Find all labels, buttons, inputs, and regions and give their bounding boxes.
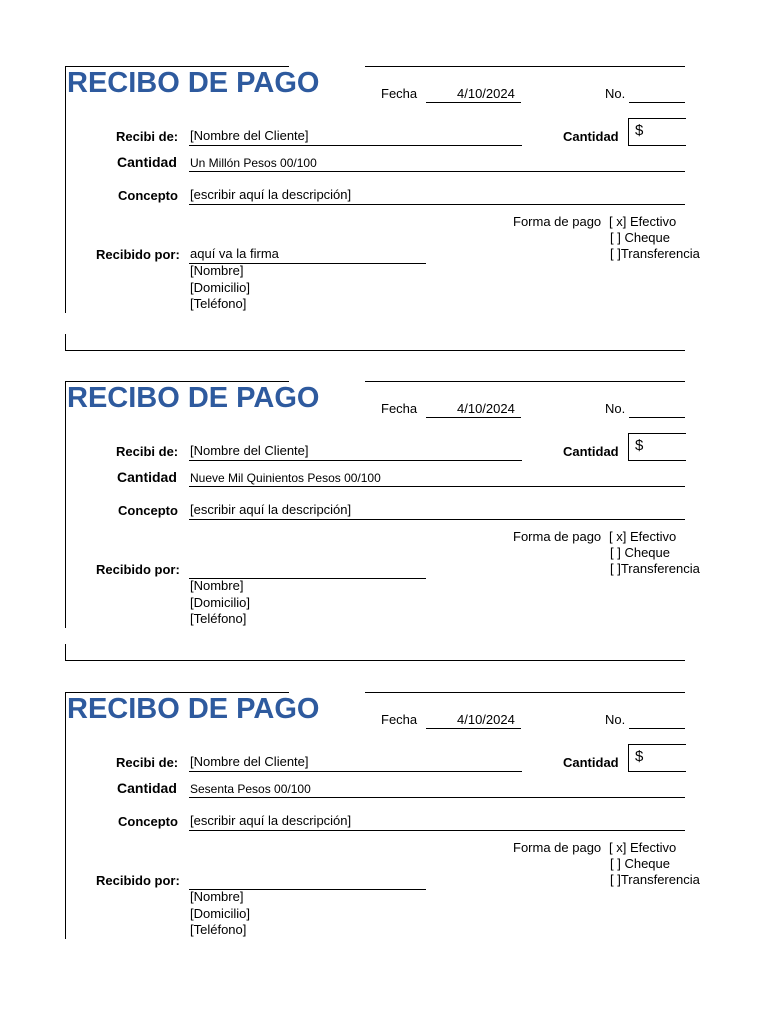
cantidad-text-value[interactable]: Nueve Mil Quinientos Pesos 00/100 (190, 471, 381, 485)
fecha-label: Fecha (381, 712, 418, 727)
concepto-label: Concepto (118, 814, 178, 829)
fecha-underline (426, 102, 521, 103)
domicilio-value[interactable]: [Domicilio] (190, 906, 250, 921)
fecha-value[interactable]: 4/10/2024 (457, 401, 515, 416)
telefono-value[interactable]: [Teléfono] (190, 296, 247, 311)
option-cheque[interactable]: [ ] Cheque (610, 545, 670, 560)
domicilio-value[interactable]: [Domicilio] (190, 280, 250, 295)
receipt-title: RECIBO DE PAGO (67, 67, 320, 99)
option-efectivo[interactable]: [ x] Efectivo (609, 529, 677, 544)
receipt-title: RECIBO DE PAGO (67, 693, 320, 725)
cantidad-text-value[interactable]: Sesenta Pesos 00/100 (190, 782, 311, 796)
left-border (65, 692, 66, 939)
recibi-label: Recibi de: (116, 129, 179, 144)
concepto-value[interactable]: [escribir aquí la descripción] (190, 187, 352, 202)
option-transferencia[interactable]: [ ]Transferencia (610, 561, 700, 576)
option-efectivo[interactable]: [ x] Efectivo (609, 214, 677, 229)
recibi-underline (189, 460, 522, 461)
left-border (65, 66, 66, 313)
currency-symbol: $ (635, 748, 644, 765)
top-border-right (365, 381, 685, 382)
bottom-tick (65, 334, 66, 350)
fecha-underline (426, 417, 521, 418)
cantidad-label: Cantidad (563, 755, 619, 770)
no-label: No. (605, 401, 626, 416)
concepto-label: Concepto (118, 503, 178, 518)
recibido-label: Recibido por: (96, 873, 180, 888)
left-border (65, 381, 66, 628)
recibi-value[interactable]: [Nombre del Cliente] (190, 754, 309, 769)
recibido-label: Recibido por: (96, 247, 180, 262)
option-transferencia[interactable]: [ ]Transferencia (610, 246, 700, 261)
cantidad-text-label: Cantidad (117, 154, 177, 170)
no-label: No. (605, 712, 626, 727)
cantidad-text-underline (189, 486, 685, 487)
option-transferencia[interactable]: [ ]Transferencia (610, 872, 700, 887)
no-underline (629, 728, 685, 729)
telefono-value[interactable]: [Teléfono] (190, 611, 247, 626)
top-border-right (365, 692, 685, 693)
recibi-underline (189, 771, 522, 772)
no-underline (629, 102, 685, 103)
cantidad-label: Cantidad (563, 129, 619, 144)
top-border-right (365, 66, 685, 67)
cantidad-text-label: Cantidad (117, 469, 177, 485)
fecha-label: Fecha (381, 401, 418, 416)
currency-symbol: $ (635, 122, 644, 139)
cantidad-text-underline (189, 171, 685, 172)
recibi-label: Recibi de: (116, 755, 179, 770)
option-efectivo[interactable]: [ x] Efectivo (609, 840, 677, 855)
concepto-underline (189, 830, 685, 831)
receipt-1 (0, 66, 768, 366)
forma-pago-label: Forma de pago (513, 840, 602, 855)
recibi-underline (189, 145, 522, 146)
forma-pago-label: Forma de pago (513, 529, 602, 544)
recibi-value[interactable]: [Nombre del Cliente] (190, 443, 309, 458)
receipt-3 (0, 692, 768, 992)
currency-symbol: $ (635, 437, 644, 454)
receipt-2 (0, 381, 768, 681)
concepto-underline (189, 204, 685, 205)
option-cheque[interactable]: [ ] Cheque (610, 230, 670, 245)
cantidad-label: Cantidad (563, 444, 619, 459)
recibido-label: Recibido por: (96, 562, 180, 577)
fecha-value[interactable]: 4/10/2024 (457, 712, 515, 727)
nombre-value[interactable]: [Nombre] (190, 578, 244, 593)
cantidad-text-value[interactable]: Un Millón Pesos 00/100 (190, 156, 317, 170)
concepto-value[interactable]: [escribir aquí la descripción] (190, 502, 352, 517)
cantidad-text-label: Cantidad (117, 780, 177, 796)
concepto-underline (189, 519, 685, 520)
bottom-tick (65, 644, 66, 660)
fecha-label: Fecha (381, 86, 418, 101)
nombre-value[interactable]: [Nombre] (190, 889, 244, 904)
no-label: No. (605, 86, 626, 101)
concepto-value[interactable]: [escribir aquí la descripción] (190, 813, 352, 828)
domicilio-value[interactable]: [Domicilio] (190, 595, 250, 610)
option-cheque[interactable]: [ ] Cheque (610, 856, 670, 871)
recibi-label: Recibi de: (116, 444, 179, 459)
fecha-underline (426, 728, 521, 729)
recibi-value[interactable]: [Nombre del Cliente] (190, 128, 309, 143)
no-underline (629, 417, 685, 418)
nombre-value[interactable]: [Nombre] (190, 263, 244, 278)
bottom-border (65, 350, 685, 351)
cantidad-text-underline (189, 797, 685, 798)
telefono-value[interactable]: [Teléfono] (190, 922, 247, 937)
receipt-title: RECIBO DE PAGO (67, 382, 320, 414)
bottom-border (65, 660, 685, 661)
concepto-label: Concepto (118, 188, 178, 203)
forma-pago-label: Forma de pago (513, 214, 602, 229)
fecha-value[interactable]: 4/10/2024 (457, 86, 515, 101)
firma-value[interactable]: aquí va la firma (190, 246, 279, 261)
